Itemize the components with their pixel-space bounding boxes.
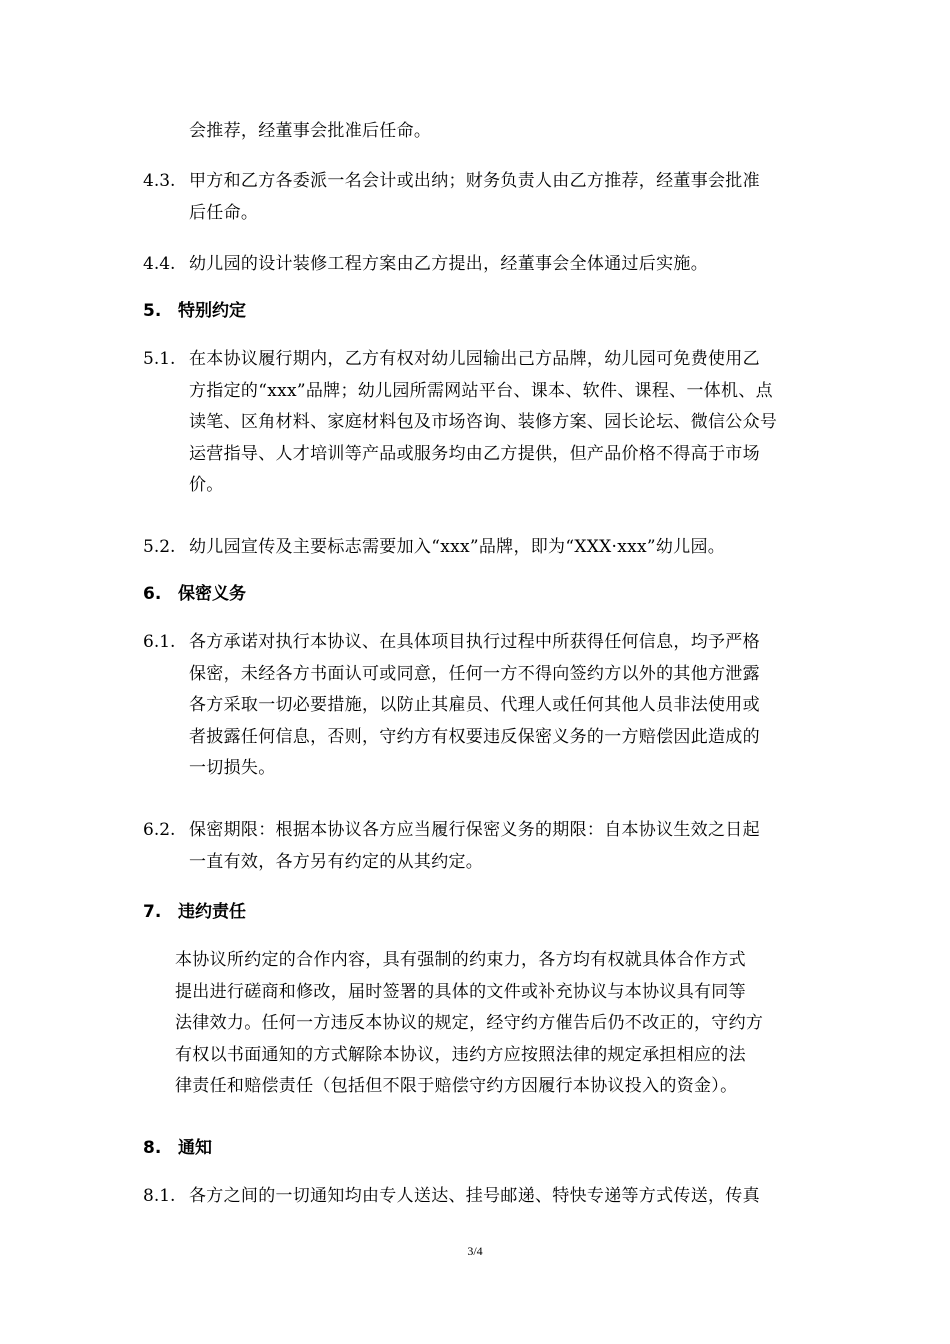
text-line: 运营指导、人才培训等产品或服务均由乙方提供，但产品价格不得高于市场 — [189, 443, 760, 464]
text-line: 会推荐，经董事会批准后任命。 — [189, 121, 432, 141]
clause-5-2 — [189, 532, 725, 564]
section-title: 通知 — [178, 1138, 212, 1158]
text-line: 保密，未经各方书面认可或同意，任何一方不得向签约方以外的其他方泄露 — [189, 663, 760, 684]
section-number: 6. — [143, 584, 162, 604]
section-number: 5. — [143, 301, 162, 321]
text-line: 幼儿园的设计装修工程方案由乙方提出，经董事会全体通过后实施。 — [189, 254, 708, 274]
clause-number: 6.2. — [143, 820, 176, 840]
text-line: 甲方和乙方各委派一名会计或出纳；财务负责人由乙方推荐，经董事会批准 — [189, 171, 760, 191]
text-line: 提出进行磋商和修改，届时签署的具体的文件或补充协议与本协议具有同等 — [175, 981, 746, 1002]
text-line: 各方之间的一切通知均由专人送达、挂号邮递、特快专递等方式传送，传真 — [189, 1186, 760, 1206]
clause-number: 6.1. — [143, 632, 176, 652]
text-line: 价。 — [189, 475, 224, 495]
section-number: 7. — [143, 902, 162, 922]
text-line: 一直有效，各方另有约定的从其约定。 — [189, 851, 484, 872]
section-number: 8. — [143, 1138, 162, 1158]
text-line: 保密期限：根据本协议各方应当履行保密义务的期限：自本协议生效之日起 — [189, 820, 760, 840]
clause-8-1 — [189, 1181, 760, 1213]
text-line: 后任命。 — [189, 202, 259, 223]
text-line: 本协议所约定的合作内容，具有强制的约束力，各方均有权就具体合作方式 — [175, 950, 746, 970]
clause-7-body — [175, 945, 763, 1103]
clause-number: 5.2. — [143, 537, 176, 557]
clause-4-2-continued — [189, 116, 431, 148]
clause-number: 8.1. — [143, 1186, 176, 1206]
text-line: 各方采取一切必要措施，以防止其雇员、代理人或任何其他人员非法使用或 — [189, 695, 760, 715]
clause-number: 5.1. — [143, 349, 176, 369]
section-title: 违约责任 — [178, 902, 246, 922]
text-line: 法律效力。任何一方违反本协议的规定，经守约方催告后仍不改正的，守约方 — [175, 1013, 764, 1033]
clause-number: 4.3. — [143, 171, 176, 191]
clause-4-3 — [189, 166, 760, 229]
text-line: 各方承诺对执行本协议、在具体项目执行过程中所获得任何信息，均予严格 — [189, 632, 760, 652]
page-number: 3/4 — [467, 1244, 483, 1258]
text-line: 读笔、区角材料、家庭材料包及市场咨询、装修方案、园长论坛、微信公众号 — [189, 412, 778, 432]
text-line: 幼儿园宣传及主要标志需要加入“xxx”品牌，即为“XXX·xxx”幼儿园。 — [189, 537, 726, 557]
clause-5-1 — [189, 344, 777, 502]
text-line: 有权以书面通知的方式解除本协议，违约方应按照法律的规定承担相应的法 — [175, 1044, 746, 1065]
clause-6-1 — [189, 627, 760, 785]
clause-4-4 — [189, 249, 708, 281]
clause-number: 4.4. — [143, 254, 176, 274]
section-title: 保密义务 — [178, 584, 246, 604]
section-title: 特别约定 — [178, 301, 246, 321]
text-line: 在本协议履行期内，乙方有权对幼儿园输出己方品牌，幼儿园可免费使用乙 — [189, 349, 760, 369]
text-line: 方指定的“xxx”品牌；幼儿园所需网站平台、课本、软件、课程、一体机、点 — [189, 380, 773, 401]
clause-6-2 — [189, 815, 760, 878]
text-line: 律责任和赔偿责任（包括但不限于赔偿守约方因履行本协议投入的资金）。 — [175, 1076, 738, 1096]
text-line: 者披露任何信息，否则，守约方有权要违反保密义务的一方赔偿因此造成的 — [189, 726, 760, 747]
text-line: 一切损失。 — [189, 758, 276, 778]
